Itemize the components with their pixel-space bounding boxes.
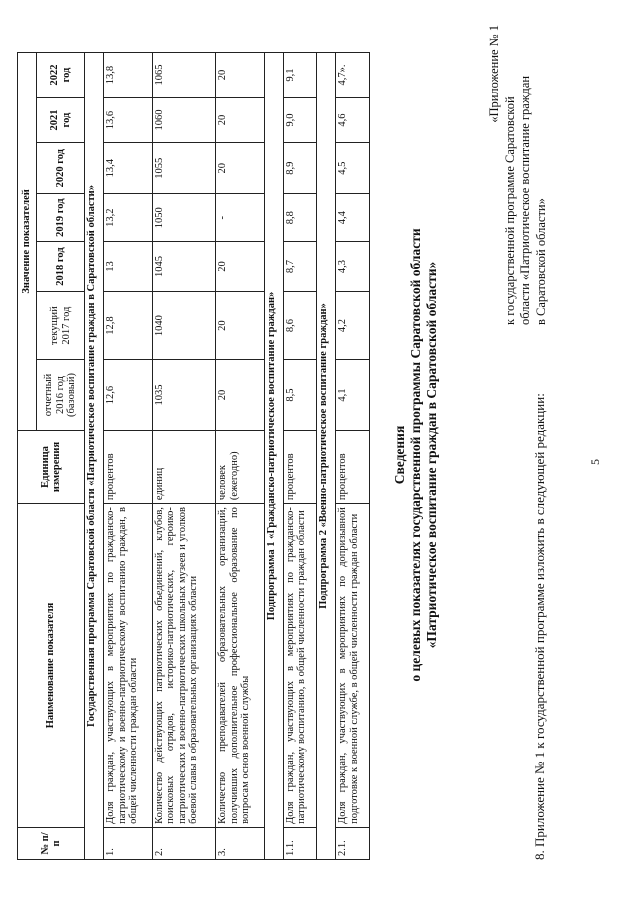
cell-2018: 8,7: [283, 241, 317, 291]
header-name: Наименование показателя: [18, 504, 85, 828]
table-row: [104, 53, 153, 860]
cell-2022: 9,1: [283, 53, 317, 98]
cell-2019: 4,4: [336, 194, 370, 242]
row-num: 2.1.: [336, 827, 370, 859]
header-2021: 2021 год: [36, 98, 85, 143]
title-line-3: «Патриотическое воспитание граждан в Саратовской области»: [424, 261, 439, 649]
row-num: 1.: [104, 827, 153, 859]
cell-2022: 20: [216, 53, 265, 98]
row-name: Количество действующих патриотических объединений, клубов, поисковых отрядов, историко-патриотических, героико-патриотических и военно-патриотических школьных музеев и уголков боевой славы в образовательных организациях области: [152, 504, 216, 828]
cell-2022: 13,8: [104, 53, 153, 98]
indicators-table: [17, 52, 370, 860]
cell-2021: 13,6: [104, 98, 153, 143]
cell-2020: 4,5: [336, 143, 370, 194]
page-number: 5: [588, 459, 602, 465]
cell-2020: 8,9: [283, 143, 317, 194]
cell-2018: 4,3: [336, 241, 370, 291]
cell-2020: 1055: [152, 143, 216, 194]
row-num: 3.: [216, 827, 265, 859]
cell-2022: 1065: [152, 53, 216, 98]
row-unit: человек (ежегодно): [216, 430, 265, 503]
cell-2016: 12,6: [104, 360, 153, 431]
header-num: № п/п: [18, 827, 85, 859]
intro-text: 8. Приложение № 1 к государственной программе изложить в следующей редакции:: [532, 393, 547, 860]
cell-2021: 4,6: [336, 98, 370, 143]
appendix-line-4: в Саратовской области»: [533, 198, 548, 325]
section-title: Подпрограмма 1 «Гражданско-патриотическое воспитание граждан»: [264, 53, 283, 860]
cell-2016: 20: [216, 360, 265, 431]
row-unit: процентов: [283, 430, 317, 503]
cell-2019: -: [216, 194, 265, 242]
table-header-row: [18, 53, 37, 860]
header-values: Значение показателей: [18, 53, 37, 431]
cell-2019: 13,2: [104, 194, 153, 242]
row-name: Доля граждан, участвующих в мероприятиях по допризывной подготовке к военной службе, в общей численности граждан области: [336, 504, 370, 828]
row-unit: процентов: [104, 430, 153, 503]
cell-2020: 20: [216, 143, 265, 194]
cell-2021: 20: [216, 98, 265, 143]
cell-2019: 1050: [152, 194, 216, 242]
table-row: [216, 53, 265, 860]
cell-2021: 1060: [152, 98, 216, 143]
section-title: Государственная программа Саратовской области «Патриотическое воспитание граждан в Саратовской области»: [85, 53, 104, 860]
header-2019: 2019 год: [36, 194, 85, 242]
section-row-sub1: [264, 53, 283, 860]
row-unit: единиц: [152, 430, 216, 503]
cell-2017: 4,2: [336, 292, 370, 360]
cell-2017: 12,8: [104, 292, 153, 360]
row-num: 1.1.: [283, 827, 317, 859]
section-title: Подпрограмма 2 «Военно-патриотическое воспитание граждан»: [317, 53, 336, 860]
title-line-2: о целевых показателях государственной программы Саратовской области: [408, 228, 423, 682]
document-title: [392, 205, 440, 705]
row-name: Доля граждан, участвующих в мероприятиях по гражданско-патриотическому и военно-патриотическому воспитанию граждан, в общей численности граждан области: [104, 504, 153, 828]
cell-2018: 13: [104, 241, 153, 291]
cell-2020: 13,4: [104, 143, 153, 194]
header-2020: 2020 год: [36, 143, 85, 194]
cell-2016: 8,5: [283, 360, 317, 431]
cell-2017: 8,6: [283, 292, 317, 360]
appendix-line-1: «Приложение № 1: [487, 25, 501, 123]
cell-2016: 1035: [152, 360, 216, 431]
table-row: [283, 53, 317, 860]
header-2018: 2018 год: [36, 241, 85, 291]
cell-2022: 4,7».: [336, 53, 370, 98]
header-2017: текущий 2017 год: [36, 292, 85, 360]
header-2016: отчетный 2016 год (базовый): [36, 360, 85, 431]
header-2022: 2022 год: [36, 53, 85, 98]
section-row-program: [85, 53, 104, 860]
cell-2018: 20: [216, 241, 265, 291]
row-name: Количество преподавателей образовательных организаций, получивших дополнительное профессиональное образование по вопросам основ военной службы: [216, 504, 265, 828]
cell-2017: 20: [216, 292, 265, 360]
row-name: Доля граждан, участвующих в мероприятиях по гражданско-патриотическому воспитанию, в общей численности граждан области: [283, 504, 317, 828]
table-row: [336, 53, 370, 860]
title-line-1: Сведения: [392, 425, 407, 485]
row-num: 2.: [152, 827, 216, 859]
appendix-line-3: области «Патриотическое воспитание граждан: [518, 75, 532, 325]
section-row-sub2: [317, 53, 336, 860]
header-unit: Единица измерения: [18, 430, 85, 503]
appendix-line-2: к государственной программе Саратовской: [502, 96, 517, 325]
cell-2017: 1040: [152, 292, 216, 360]
cell-2019: 8,8: [283, 194, 317, 242]
cell-2018: 1045: [152, 241, 216, 291]
cell-2021: 9,0: [283, 98, 317, 143]
cell-2016: 4,1: [336, 360, 370, 431]
row-unit: процентов: [336, 430, 370, 503]
table-row: [152, 53, 216, 860]
appendix-note: [487, 25, 549, 325]
